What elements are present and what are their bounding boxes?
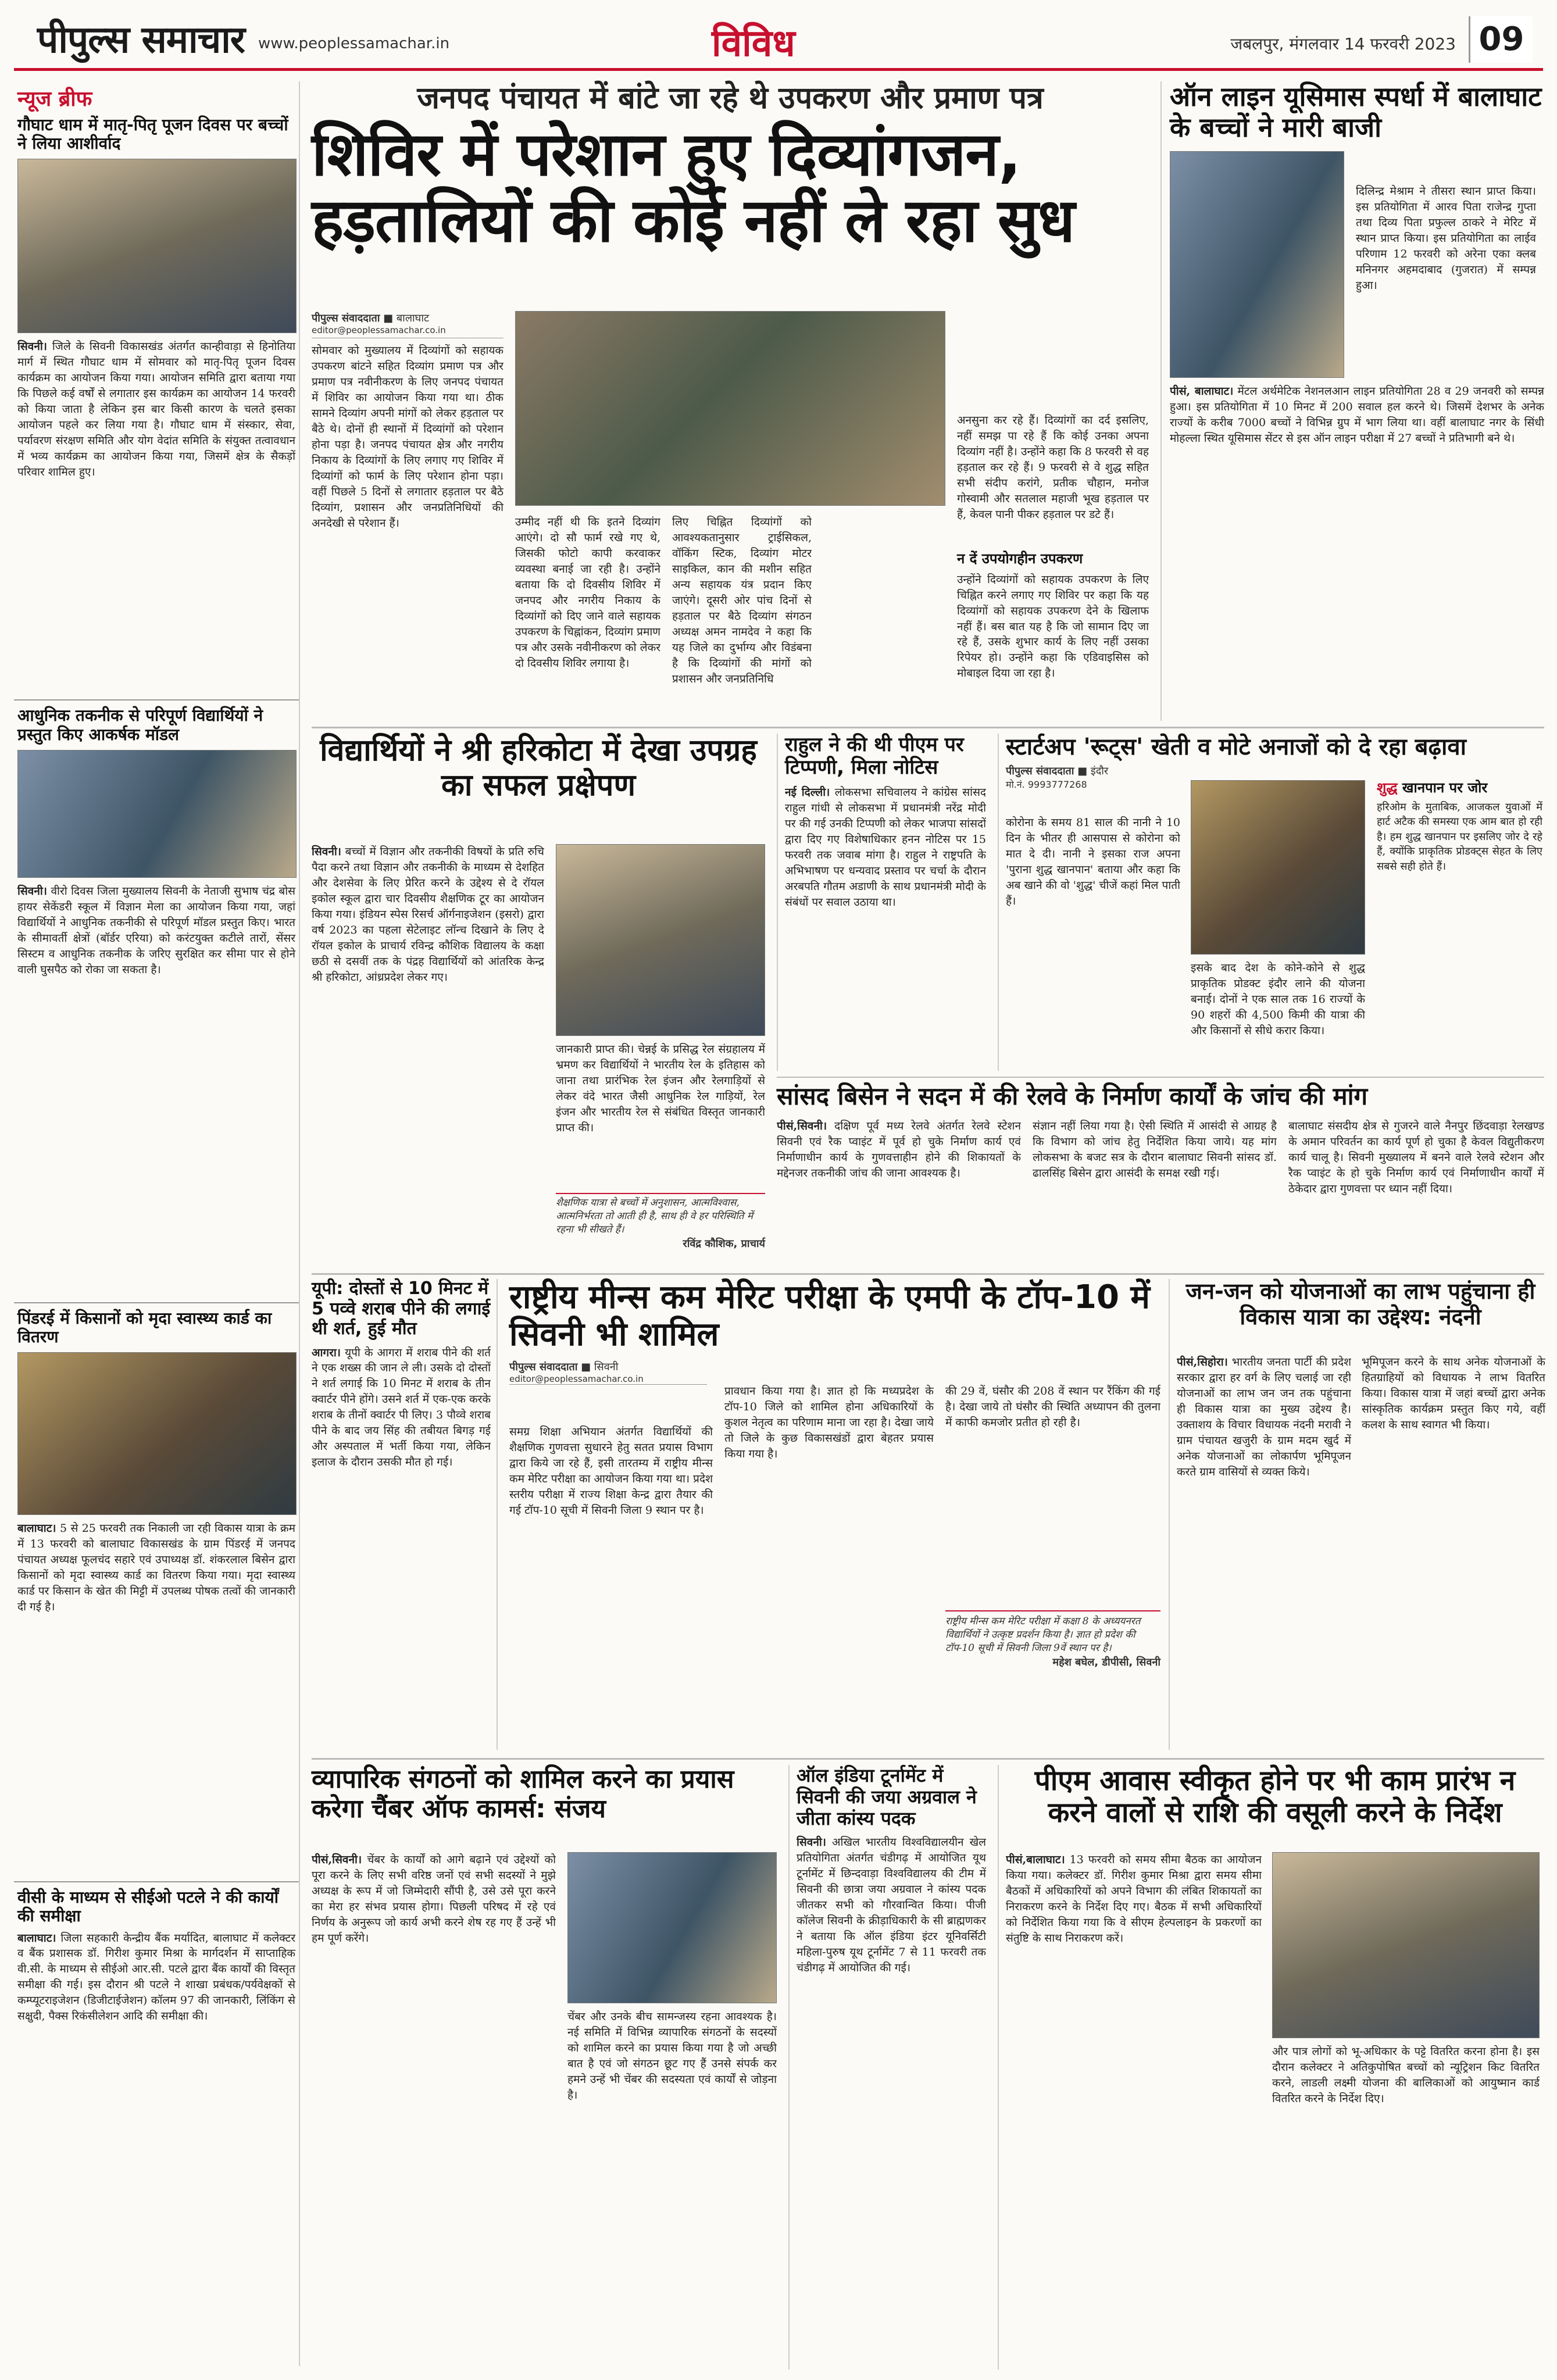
liquor-body: यूपी के आगरा में शराब पीने की शर्त ने एक शख्स की जान ले ली। उसके दो दोस्तों ने शर्त लगाई कि 10 मिनट में शराब के तीन क्वार्टर पीने होंगे। उसने शर्त में एक-एक करके शराब के तीनों क्वार्टर पी लिए। 3 पौव्वे शराब पीने के बाद जय सिंह की तबीयत बिगड़ गई और अस्पताल में भर्ती किया गया, लेकिन इलाज के दौरान उसकी मौत हो गई। xyxy=(312,1346,491,1469)
divider xyxy=(312,1273,1544,1275)
nmms-email[interactable]: editor@peoplessamachar.co.in xyxy=(509,1374,707,1385)
page-number: 09 xyxy=(1469,16,1533,63)
vikas-place: पीसं,सिहोरा। xyxy=(1177,1356,1228,1368)
liquor-headline: यूपी: दोस्तों से 10 मिनट में 5 पव्वे शराब पीने की लगाई थी शर्त, हुई मौत xyxy=(312,1278,491,1339)
startup-headline: स्टार्टअप 'रूट्स' खेती व मोटे अनाजों को दे रहा बढ़ावा xyxy=(1006,734,1466,760)
railway-body-1: दक्षिण पूर्व मध्य रेलवे अंतर्गत रेलवे स्टेशन सिवनी एवं रैक प्वाइंट में पूर्व हो चुके निर्माण कार्य एवं निर्माणाधीन कार्य के गुणवत्ताहीन होने की शिकायतों के मद्देनजर तकनीकी जांच की जाना आवश्यक है। xyxy=(777,1120,1021,1180)
olympiad-body-1: दिलिन्द्र मेश्राम ने तीसरा स्थान प्राप्त किया। इस प्रतियोगिता में आरव पिता राजेन्द्र गुप्ता तथा दिव्य पिता प्रफुल्ल ठाकरे ने मेरिट में स्थान प्राप्त किया। इस प्रतियोगिता का लाईव परिणाम 12 फरवरी को अरेना एका क्लब मनिनगर अहमदाबाद (गुजरात) में सम्पन्न हुआ। xyxy=(1356,185,1536,292)
startup-sidebar xyxy=(1377,780,1542,1021)
awas-place: पीसं,बालाघाट। xyxy=(1006,1853,1065,1866)
lead-col-right xyxy=(957,413,1149,723)
site-url[interactable]: www.peoplessamachar.in xyxy=(258,35,450,52)
dateline: जबलपुर, मंगलवार 14 फरवरी 2023 xyxy=(1230,34,1456,53)
startup-story: स्टार्टअप 'रूट्स' खेती व मोटे अनाजों को दे रहा बढ़ावा पीपुल्स संवाददाता ■ इंदौर मो.नं. 9993777268 कोरोना के समय 81 साल की नानी ने 10 दिन के भीतर ही आसपास से कोरोना को मात दे दी। नानी ने इसका राज अपना 'पुराना शुद्ध खानपान' बताया और कहा कि अब खाने की वो 'शुद्ध' चीजें कहां मिल पाती हैं। इसके बाद देश के कोने-कोने से शुद्ध प्राकृतिक प्रोडक्ट इंदौर लाने की योजना बनाई। दोनों ने एक साल तक 16 राज्यों के 90 शहरों की 4,500 किमी की यात्रा की और किसानों से सीधे करार किया। शुद्ध खानपान पर जोर हरिओम के मुताबिक, आजकल युवाओं में हार्ट अटैक की समस्या एक आम बात हो रही है। हम शुद्ध खानपान पर इसलिए जोर दे रहे हैं, क्योंकि प्राकृतिक प्रोडक्ट्स सेहत के लिए सबसे सही होते हैं। xyxy=(998,734,1544,1071)
lead-kicker: जनपद पंचायत में बांटे जा रहे थे उपकरण और प्रमाण पत्र xyxy=(417,81,1044,116)
rahul-place: नई दिल्ली। xyxy=(785,786,830,799)
awas-headline: पीएम आवास स्वीकृत होने पर भी काम प्रारंभ न करने वालों से राशि की वसूली करने के निर्देश xyxy=(1034,1764,1516,1829)
divider xyxy=(312,727,1544,728)
startup-side-body: हरिओम के मुताबिक, आजकल युवाओं में हार्ट अटैक की समस्या एक आम बात हो रही है। हम शुद्ध खानपान पर इसलिए जोर दे रहे हैं, क्योंकि प्राकृतिक प्रोडक्ट्स सेहत के लिए सबसे सही होते हैं। xyxy=(1377,801,1542,873)
brief-3-photo xyxy=(17,1352,297,1515)
olympiad-body-2: मेंटल अर्थमेटिक नेशनलआन लाइन प्रतियोगिता 28 व 29 जनवरी को सम्पन्न हुआ। इस प्रतियोगिता में 10 मिनट में 200 सवाल हल करने थे। जिसमें देशभर के अनेक राज्यों के करीब 7000 बच्चों ने विभिन्न ग्रुप में भाग लिया था। वहीं बालाघाट नगर के सिंधी मोहल्ला स्थित यूसिमास सेंटर से इस ऑन लाइन परीक्षा में 27 बच्चों ने प्रतिभागी बने थे। xyxy=(1170,384,1544,445)
brief-4-body: जिला सहकारी केन्द्रीय बैंक मर्यादित, बालाघाट में कलेक्टर व बैंक प्रशासक डॉ. गिरीश कुमार मिश्रा के मार्गदर्शन में साप्ताहिक वी.सी. के माध्यम से सीईओ आर.सी. पटले द्वारा बैंक कार्यों की विस्तृत समीक्षा की गई। इस दौरान श्री पटले ने शाखा प्रबंधक/पर्यवेक्षकों से कम्प्यूटराइजेशन (डिजीटाईजेशन) कॉलम 97 की जानकारी, लिंकिंग से सक्षुदी, पैक्स रिकंसीलेशन आदि की समीक्षा की। xyxy=(17,1931,295,2023)
nmms-body-3: की 29 वें, घंसौर की 208 वें स्थान पर रैंकिंग की गई है। देखा जाये तो घंसौर की स्थिति अध्यापन की तुलना में काफी कमजोर प्रतीत हो रही है। xyxy=(945,1385,1160,1429)
brief-4-place: बालाघाट। xyxy=(17,1931,56,1945)
satellite-body-1: बच्चों में विज्ञान और तकनीकी विषयों के प्रति रुचि पैदा करने तथा विज्ञान और तकनीकी के माध्यम से देशहित और देशसेवा के लिए प्रेरित करने के उद्देश्य से दे रॉयल इकोल स्कूल द्वारा चार दिवसीय शैक्षणिक टूर का आयोजन किया गया। इंडियन स्पेस रिसर्च ऑर्गनाइजेशन (इसरो) द्वारा वर्ष 2023 का पहला सेटेलाइट लॉन्च दिखाने के लिए दे रॉयल इकोल के प्राचार्य रविन्द्र कौशिक विद्यालय के कक्षा छठी से दसवीं तक के पंद्रह विद्यार्थियों को आंतरिक केन्द्र श्री हरिकोटा, आंध्रप्रदेश लेकर गए। xyxy=(312,845,544,984)
awas-photo xyxy=(1272,1852,1540,2038)
nmms-body-1: समग्र शिक्षा अभियान अंतर्गत विद्यार्थियों की शैक्षणिक गुणवत्ता सुधारने हेतु सतत प्रयास विभाग द्वारा किये जा रहे हैं, इसी तारतम्य में राष्ट्रीय मीन्स कम मेरिट परीक्षा का आयोजन किया गया था। प्रदेश स्तरीय परीक्षा में राज्य शिक्षा केन्द्र द्वारा तैयार की गई टॉप-10 सूची में सिवनी जिला 9 स्थान पर है। xyxy=(509,1425,713,1517)
nmms-quote-by: महेश बघेल, डीपीसी, सिवनी xyxy=(1052,1656,1160,1668)
chamber-place: पीसं,सिवनी। xyxy=(312,1853,362,1866)
satellite-quote: शैक्षणिक यात्रा से बच्चों में अनुशासन, आत्मविश्वास, आत्मनिर्भरता तो आती ही है, साथ ही वे हर परिस्थिति में रहना भी सीखते हैं। xyxy=(556,1197,753,1235)
brief-1-place: सिवनी। xyxy=(17,340,47,353)
tennis-story xyxy=(788,1765,986,2370)
nmms-quote-box xyxy=(945,1610,1160,1669)
satellite-quote-by: रविंद्र कौशिक, प्राचार्य xyxy=(683,1237,765,1250)
awas-story xyxy=(998,1765,1544,2370)
lead-body-1: सोमवार को मुख्यालय में दिव्यांगों को सहायक उपकरण बांटने सहित दिव्यांग प्रमाण पत्र और प्रमाण पत्र नवीनीकरण के लिए जनपद पंचायत में शिविर का आयोजन किया गया था। ठीक सामने दिव्यांग अपनी मांगों को लेकर हड़ताल पर बैठे थे। दोनों ही स्थानों में दिव्यांगों को परेशान होना पड़ा है। जनपद पंचायत क्षेत्र और नगरीय निकाय के दिव्यांगों के लिए लगाए गए शिविर में दिव्यांगों को फार्म के लिए परेशान होना पड़ा। वहीं पिछले 5 दिनों से लगातार हड़ताल पर बैठे दिव्यांग, प्रशासन और जनप्रतिनिधियों की अनदेखी से परेशान हैं। xyxy=(312,344,503,530)
nmms-body-2: प्रावधान किया गया है। ज्ञात हो कि मध्यप्रदेश के टॉप-10 जिले को शामिल होना अधिकारियों के कुशल नेतृत्व का परिणाम माना जा रहा है। देखा जाये तो जिले के कुछ विकासखंडों द्वारा बेहतर प्रयास किया गया है। xyxy=(724,1385,934,1460)
startup-byline: पीपुल्स संवाददाता xyxy=(1006,765,1074,777)
brief-1-photo xyxy=(17,159,297,333)
railway-headline: सांसद बिसेन ने सदन में की रेलवे के निर्माण कार्यों के जांच की मांग xyxy=(777,1082,1368,1110)
startup-side-label: शुद्ध xyxy=(1377,780,1398,796)
liquor-story xyxy=(312,1279,498,1750)
brief-3-body: 5 से 25 फरवरी तक निकाली जा रही विकास यात्रा के क्रम में 13 फरवरी को बालाघाट विकासखंड के ग्राम पिंडरई में जनपद पंचायत अध्यक्ष फूलचंद सहारे एवं उपाध्यक्ष डॉ. शंकरलाल बिसेन द्वारा किसानों को मृदा स्वास्थ्य कार्ड का वितरण किया गया। मृदा स्वास्थ्य कार्ड पर किसान के खेत की मिट्टी में उपलब्ध पोषक तत्वों की जानकारी दी गई है। xyxy=(17,1522,295,1613)
awas-body-1: 13 फरवरी को समय सीमा बैठक का आयोजन किया गया। कलेक्टर डॉ. गिरीश कुमार मिश्रा द्वारा समय सीमा बैठकों में अधिकारियों को अपने विभाग की लंबित शिकायतों का निराकरण करने के निर्देश दिए गए। बैठक में सभी अधिकारियों को निर्देशित किया गया कि वे सीएम हेल्पलाइन के प्रकरणों का संतुष्टि के साथ निराकरण करें। xyxy=(1006,1853,1262,1945)
nmms-place: सिवनी xyxy=(594,1360,619,1373)
satellite-place: सिवनी। xyxy=(312,845,341,858)
startup-body-2: इसके बाद देश के कोने-कोने से शुद्ध प्राकृतिक प्रोडक्ट इंदौर लाने की योजना बनाई। दोनों ने एक साल तक 16 राज्यों के 90 शहरों की 4,500 किमी की यात्रा की और किसानों से सीधे करार किया। xyxy=(1191,962,1365,1037)
brief-3-place: बालाघाट। xyxy=(17,1522,56,1535)
olympiad-photo xyxy=(1170,151,1344,378)
vikas-body-2: भूमिपूजन करने के साथ अनेक योजनाओं के हितग्राहियों को विधायक ने लाभ वितरित किया। विकास यात्रा में जहां बच्चों द्वारा अनेक सांस्कृतिक कार्यक्रम प्रस्तुत किए गये, वहीं कलश के साथ स्वागत भी किया। xyxy=(1362,1356,1545,1431)
startup-place: इंदौर xyxy=(1090,765,1109,777)
lead-photo xyxy=(515,311,945,506)
lead-body-3: लिए चिह्नित दिव्यांगों को आवश्यकतानुसार ट्राईसिकल, वॉकिंग स्टिक, दिव्यांग मोटर साइकिल, कान की मशीन सहित अन्य सहायक यंत्र प्रदान किए जाएंगे। दूसरी ओर पांच दिनों से हड़ताल पर बैठे दिव्यांग संगठन अध्यक्ष अमन नामदेव ने कहा कि यह जिले का दुर्भाग्य और विडंबना है कि दिव्यांगों की मांगों को प्रशासन और जनप्रतिनिधि xyxy=(672,516,812,685)
brief-3-title: पिंडरई में किसानों को मृदा स्वास्थ्य कार्ड का वितरण xyxy=(14,1302,299,1346)
lead-byline-block: पीपुल्स संवाददाता ■ बालाघाट editor@peoplessamachar.co.in सोमवार को मुख्यालय में दिव्यांगों को सहायक उपकरण बांटने सहित दिव्यांग प्रमाण पत्र और प्रमाण पत्र नवीनीकरण के लिए जनपद पंचायत में शिविर का आयोजन किया गया था। ठीक सामने दिव्यांग अपनी मांगों को लेकर हड़ताल पर बैठे थे। दोनों ही स्थानों में दिव्यांगों को परेशान होना पड़ा है। जनपद पंचायत क्षेत्र और नगरीय निकाय के दिव्यांगों के लिए लगाए गए शिविर में दिव्यांगों को फार्म के लिए परेशान होना पड़ा। वहीं पिछले 5 दिनों से लगातार हड़ताल पर बैठे दिव्यांग, प्रशासन और जनप्रतिनिधियों की अनदेखी से परेशान हैं। xyxy=(312,311,503,587)
brief-2-place: सिवनी। xyxy=(17,884,47,898)
olympiad-headline: ऑन लाइन यूसिमास स्पर्धा में बालाघाट के बच्चों ने मारी बाजी xyxy=(1170,81,1542,143)
brief-2-title: आधुनिक तकनीक से परिपूर्ण विद्यार्थियों ने प्रस्तुत किए आकर्षक मॉडल xyxy=(14,699,299,744)
chamber-story xyxy=(312,1765,777,2370)
lead-body-4: अनसुना कर रहे हैं। दिव्यांगों का दर्द इसलिए, नहीं समझ पा रहे हैं कि कोई उनका अपना दिव्यांग नहीं है। उन्होंने कहा कि 8 फरवरी से वह हड़ताल कर रहे हैं। 9 फरवरी से वे शुद्ध सहित सभी संदीप करांगे, प्रतीक चौहान, मनोज गोस्वामी और सतलाल महाजी भूख हड़ताल पर हैं, केवल पानी पीकर हड़ताल पर डटे हैं। xyxy=(957,414,1149,521)
lead-body-2: उम्मीद नहीं थी कि इतने दिव्यांग आएंगे। दो सौ फार्म रखे गए थे, जिसकी फोटो कापी करवाकर व्यवस्था बनाई जा रही है। उन्होंने बताया कि दो दिवसीय शिविर में जनपद और नगरीय निकाय के दिव्यांगों को दिए जाने वाले सहायक उपकरण के चिह्नांकन, दिव्यांग प्रमाण पत्र और उसके नवीनीकरण को लेकर दो दिवसीय शिविर लगाया है। xyxy=(515,516,660,670)
lead-headline: शिविर में परेशान हुए दिव्यांगजन, हड़तालियों की कोई नहीं ले रहा सुध xyxy=(312,118,1075,256)
vikas-headline: जन-जन को योजनाओं का लाभ पहुंचाना ही विकास यात्रा का उद्देश्य: नंदनी xyxy=(1185,1278,1535,1330)
nmms-headline: राष्ट्रीय मीन्स कम मेरिट परीक्षा के एमपी के टॉप-10 में सिवनी भी शामिल xyxy=(509,1278,1150,1354)
railway-body-3: बालाघाट संसदीय क्षेत्र से गुजरने वाले नैनपुर छिंदवाड़ा रेलखण्ड के अमान परिवर्तन का कार्य पूर्ण हो चुका है केवल विद्युतीकरण कार्य चालू है। सिवनी मुख्यालय में बनने वाले रेलवे स्टेशन और रैक प्वाइंट के हो चुके निर्माण कार्य एवं निर्माणाधीन कार्यों में ठेकेदार द्वारा गुणवत्ता पर ध्यान नहीं दिया। xyxy=(1288,1120,1544,1195)
news-brief-column xyxy=(14,81,300,2366)
lead-byline: पीपुल्स संवाददाता xyxy=(312,312,380,324)
rahul-body: लोकसभा सचिवालय ने कांग्रेस सांसद राहुल गांधी से लोकसभा में प्रधानमंत्री नरेंद्र मोदी पर की गई उनकी टिप्पणी को लेकर भाजपा सांसदों द्वारा दिए गए विशेषाधिकार हनन नोटिस पर 15 फरवरी तक जवाब मांगा है। राहुल ने राष्ट्रपति के अभिभाषण पर धन्यवाद प्रस्ताव पर चर्चा के दौरान अरबपति गौतम अडाणी के साथ प्रधानमंत्री मोदी के संबंधों पर सवाल उठाया था। xyxy=(785,786,986,909)
rahul-headline: राहुल ने की थी पीएम पर टिप्पणी, मिला नोटिस xyxy=(785,733,964,780)
chamber-photo xyxy=(567,1852,777,2003)
tennis-place: सिवनी। xyxy=(797,1836,826,1849)
satellite-story xyxy=(312,734,765,1268)
chamber-body-2: चेंबर और उनके बीच सामन्जस्य रहना आवश्यक है। नई समिति में विभिन्न व्यापारिक संगठनों के सदस्यों को शामिल करने का प्रयास किया गया है जो अच्छी बात है एवं जो संगठन छूट गए हैं उनसे संपर्क कर हमने उन्हें भी चेंबर की सदस्यता एवं कार्यों से जोड़ना है। xyxy=(567,2010,777,2102)
railway-body-2: संज्ञान नहीं लिया गया है। ऐसी स्थिति में आसंदी से आग्रह है कि विभाग को जांच हेतु निर्देशित किया जाये। यह मांग लोकसभा के बजट सत्र के दौरान बालाघाट सिवनी सांसद डॉ. ढालसिंह बिसेन द्वारा आसंदी के समक्ष रखी गई। xyxy=(1033,1120,1277,1180)
vikas-body-1: भारतीय जनता पार्टी की प्रदेश सरकार द्वारा हर वर्ग के लिए चलाई जा रही योजनाओं का लाभ जन जन तक पहुंचाना ही विकास यात्रा का मुख्य उद्देश्य है। उक्ताशय के विचार विधायक नंदनी मरावी ने ग्राम पंचायत खजुरी के ग्राम मदम खुर्द में अनेक योजनाओं का लोकार्पण भूमिपूजन करते ग्राम वासियों से व्यक्त किये। xyxy=(1177,1356,1351,1478)
brief-2-body: वीरो दिवस जिला मुख्यालय सिवनी के नेताजी सुभाष चंद्र बोस हायर सेकेंडरी स्कूल में विज्ञान मेला का आयोजन किया गया, जहां विद्यार्थियों ने आधुनिक तकनीकी से परिपूर्ण मॉडल प्रस्तुत किए। भारत के सीमावर्ती क्षेत्रों (बॉर्डर एरिया) को करंटयुक्त कटीले तारों, सेंसर सिस्टम व आधुनिक तकनीक के जरिए सुरक्षित कर सीमा पार से होने वाली घुसपैठ को रोका जा सकता है। xyxy=(17,884,295,976)
nmms-quote: राष्ट्रीय मीन्स कम मेरिट परीक्षा में कक्षा 8 के अध्ययनरत विद्यार्थियों ने उत्कृष्ट प्रदर्शन किया है। ज्ञात हो प्रदेश की टॉप-10 सूची में सिवनी जिला 9वें स्थान पर है। xyxy=(945,1616,1141,1654)
tennis-headline: ऑल इंडिया टूर्नामेंट में सिवनी की जया अग्रवाल ने जीता कांस्य पदक xyxy=(797,1764,977,1829)
liquor-place: आगरा। xyxy=(312,1346,341,1359)
startup-phone: मो.नं. 9993777268 xyxy=(1006,779,1087,790)
tennis-body: अखिल भारतीय विश्वविद्यालयीन खेल प्रतियोगिता अंतर्गत चंडीगढ़ में आयोजित यूथ टूर्नामेंट में छिन्दवाड़ा विश्वविद्यालय की टीम में सिवनी की छात्रा जया अग्रवाल ने कांस्य पदक जीतकर सभी को गौरवान्वित किया। पीजी कॉलेज सिवनी के क्रीड़ाधिकारी के सी ब्राह्मणकर ने बताया कि ऑल इंडिया इंटर यूनिवर्सिटी महिला-पुरुष यूथ टूर्नामेंट 7 से 11 फरवरी तक चंडीगढ़ में आयोजित की गई। xyxy=(797,1836,986,1975)
lead-subhead: न दें उपयोगहीन उपकरण xyxy=(957,551,1083,567)
brand-logo: पीपुल्स समाचार xyxy=(37,19,245,62)
divider xyxy=(312,1758,1544,1760)
startup-photo xyxy=(1191,780,1365,955)
masthead xyxy=(14,8,1543,71)
satellite-quote-box xyxy=(556,1193,765,1250)
brief-1-body: जिले के सिवनी विकासखंड अंतर्गत कान्हीवाड़ा से हिनोतिया मार्ग में स्थित गौघाट धाम में सोमवार को मातृ-पितृ पूजन दिवस कार्यक्रम का आयोजन किया गया। आयोजन समिति द्वारा बताया गया कि पिछले कई वर्षों से लगातार इस कार्यक्रम का आयोजन 14 फरवरी को किया जाता है लेकिन इस बार किसी कारण के चलते इसका आयोजन पहले कर लिया गया है। गौघाट धाम में संस्कार, सेवा, पर्यावरण संरक्षण समिति और योग वेदांत समिति के संयुक्त तत्वावधान में भव्य कार्यक्रम का आयोजन किया गया, जिसमें क्षेत्र के सैकड़ों परिवार शामिल हुए। xyxy=(17,340,295,479)
rahul-story xyxy=(777,734,986,1071)
satellite-headline: विद्यार्थियों ने श्री हरिकोटा में देखा उपग्रह का सफल प्रक्षेपण xyxy=(320,733,757,803)
satellite-photo xyxy=(556,844,765,1036)
section-title: विविध xyxy=(712,22,795,65)
olympiad-story xyxy=(1160,81,1544,721)
lead-byline-place: बालाघाट xyxy=(396,312,430,324)
brief-4-title: वीसी के माध्यम से सीईओ पटले ने की कार्यों की समीक्षा xyxy=(14,1881,299,1925)
nmms-story: राष्ट्रीय मीन्स कम मेरिट परीक्षा के एमपी के टॉप-10 में सिवनी भी शामिल पीपुल्स संवाददाता ■ सिवनी editor@peoplessamachar.co.in समग्र शिक्षा अभियान अंतर्गत विद्यार्थियों की शैक्षणिक गुणवत्ता सुधारने हेतु सतत प्रयास विभाग द्वारा किये जा रहे हैं, इसी तारतम्य में राष्ट्रीय मीन्स कम मेरिट परीक्षा का आयोजन किया गया था। प्रदेश स्तरीय परीक्षा में राज्य शिक्षा केन्द्र द्वारा तैयार की गई टॉप-10 सूची में सिवनी जिला 9 स्थान पर है। प्रावधान किया गया है। ज्ञात हो कि मध्यप्रदेश के टॉप-10 जिले को शामिल होना अधिकारियों के कुशल नेतृत्व का परिणाम माना जा रहा है। देखा जाये तो जिले के कुछ विकासखंडों द्वारा बेहतर प्रयास किया गया है। की 29 वें, घंसौर की 208 वें स्थान पर रैंकिंग की गई है। देखा जाये तो घंसौर की स्थिति अध्यापन की तुलना में काफी कमजोर प्रतीत हो रही है। राष्ट्रीय मीन्स कम मेरिट परीक्षा में कक्षा 8 के अध्ययनरत विद्यार्थियों ने उत्कृष्ट प्रदर्शन किया है। ज्ञात हो प्रदेश की टॉप-10 सूची में सिवनी जिला 9वें स्थान पर है। महेश बघेल, डीपीसी, सिवनी xyxy=(509,1279,1160,1750)
railway-story xyxy=(777,1077,1544,1263)
olympiad-place: पीसं, बालाघाट। xyxy=(1170,384,1234,398)
brief-1-title: गौघाट धाम में मातृ-पितृ पूजन दिवस पर बच्चों ने लिया आशीर्वाद xyxy=(17,115,288,153)
news-brief-label: न्यूज ब्रीफ xyxy=(17,87,92,111)
startup-side-title: खानपान पर जोर xyxy=(1402,780,1488,796)
brief-2-photo xyxy=(17,750,297,878)
chamber-headline: व्यापारिक संगठनों को शामिल करने का प्रयास करेगा चैंबर ऑफ कामर्स: संजय xyxy=(312,1764,734,1824)
lead-email[interactable]: editor@peoplessamachar.co.in xyxy=(312,325,503,338)
awas-body-2: और पात्र लोगों को भू-अधिकार के पट्टे वितरित करना होना है। इस दौरान कलेक्टर ने अतिकुपोषित बच्चों को न्यूट्रिशन किट वितरित करने, लाडली लक्ष्मी योजना की बालिकाओं को आयुष्मान कार्ड वितरित करने के निर्देश दिए। xyxy=(1272,2045,1540,2105)
satellite-body-2: जानकारी प्राप्त की। चेन्नई के प्रसिद्ध रेल संग्रहालय में भ्रमण कर विद्यार्थियों ने भारतीय रेल के इतिहास को जाना तथा प्रारंभिक रेल इंजन और रेलगाड़ियों से लेकर वंदे भारत जैसी आधुनिक रेल गाड़ियों, रेल इंजन और भारतीय रेल से संबंधित विस्तृत जानकारी प्राप्त की। xyxy=(556,1043,765,1134)
chamber-body-1: चेंबर के कार्यों को आगे बढ़ाने एवं उद्देश्यों को पूरा करने के लिए सभी वरिष्ठ जनों एवं सभी सदस्यों ने मुझे अध्यक्ष के रूप में जो जिम्मेदारी सौंपी है, उसे उसे पूरा करने का मेरा हर संभव प्रयास होगा। पिछली परिषद में रहे एवं निर्णय के अनुरूप जो कार्य अभी करने शेष रह गए हैं उन्हें भी हम पूर्ण करेंगे। xyxy=(312,1853,556,1945)
startup-body-1: कोरोना के समय 81 साल की नानी ने 10 दिन के भीतर ही आसपास से कोरोना को मात दे दी। नानी ने इसका राज अपना 'पुराना शुद्ध खानपान' बताया और कहा कि अब खाने की वो 'शुद्ध' चीजें कहां मिल पाती हैं। xyxy=(1006,816,1180,907)
lead-body-5: उन्होंने दिव्यांगों को सहायक उपकरण के लिए चिह्नित करने लगाए गए शिविर पर कहा कि यह दिव्यांगों को सहायक उपकरण देने के खिलाफ नहीं हैं। बस बात यह है कि जो सामान दिए जा रहे हैं, उसके शुभार कार्य के लिए नहीं उसका रिपेयर हो। उन्होंने कहा कि एडिवाइसिस को मोबाइल दिया जा रहा है। xyxy=(957,573,1149,680)
vikas-story xyxy=(1169,1279,1544,1750)
nmms-byline: पीपुल्स संवाददाता xyxy=(509,1360,578,1373)
lead-story xyxy=(312,81,1149,721)
railway-place: पीसं,सिवनी। xyxy=(777,1120,827,1132)
